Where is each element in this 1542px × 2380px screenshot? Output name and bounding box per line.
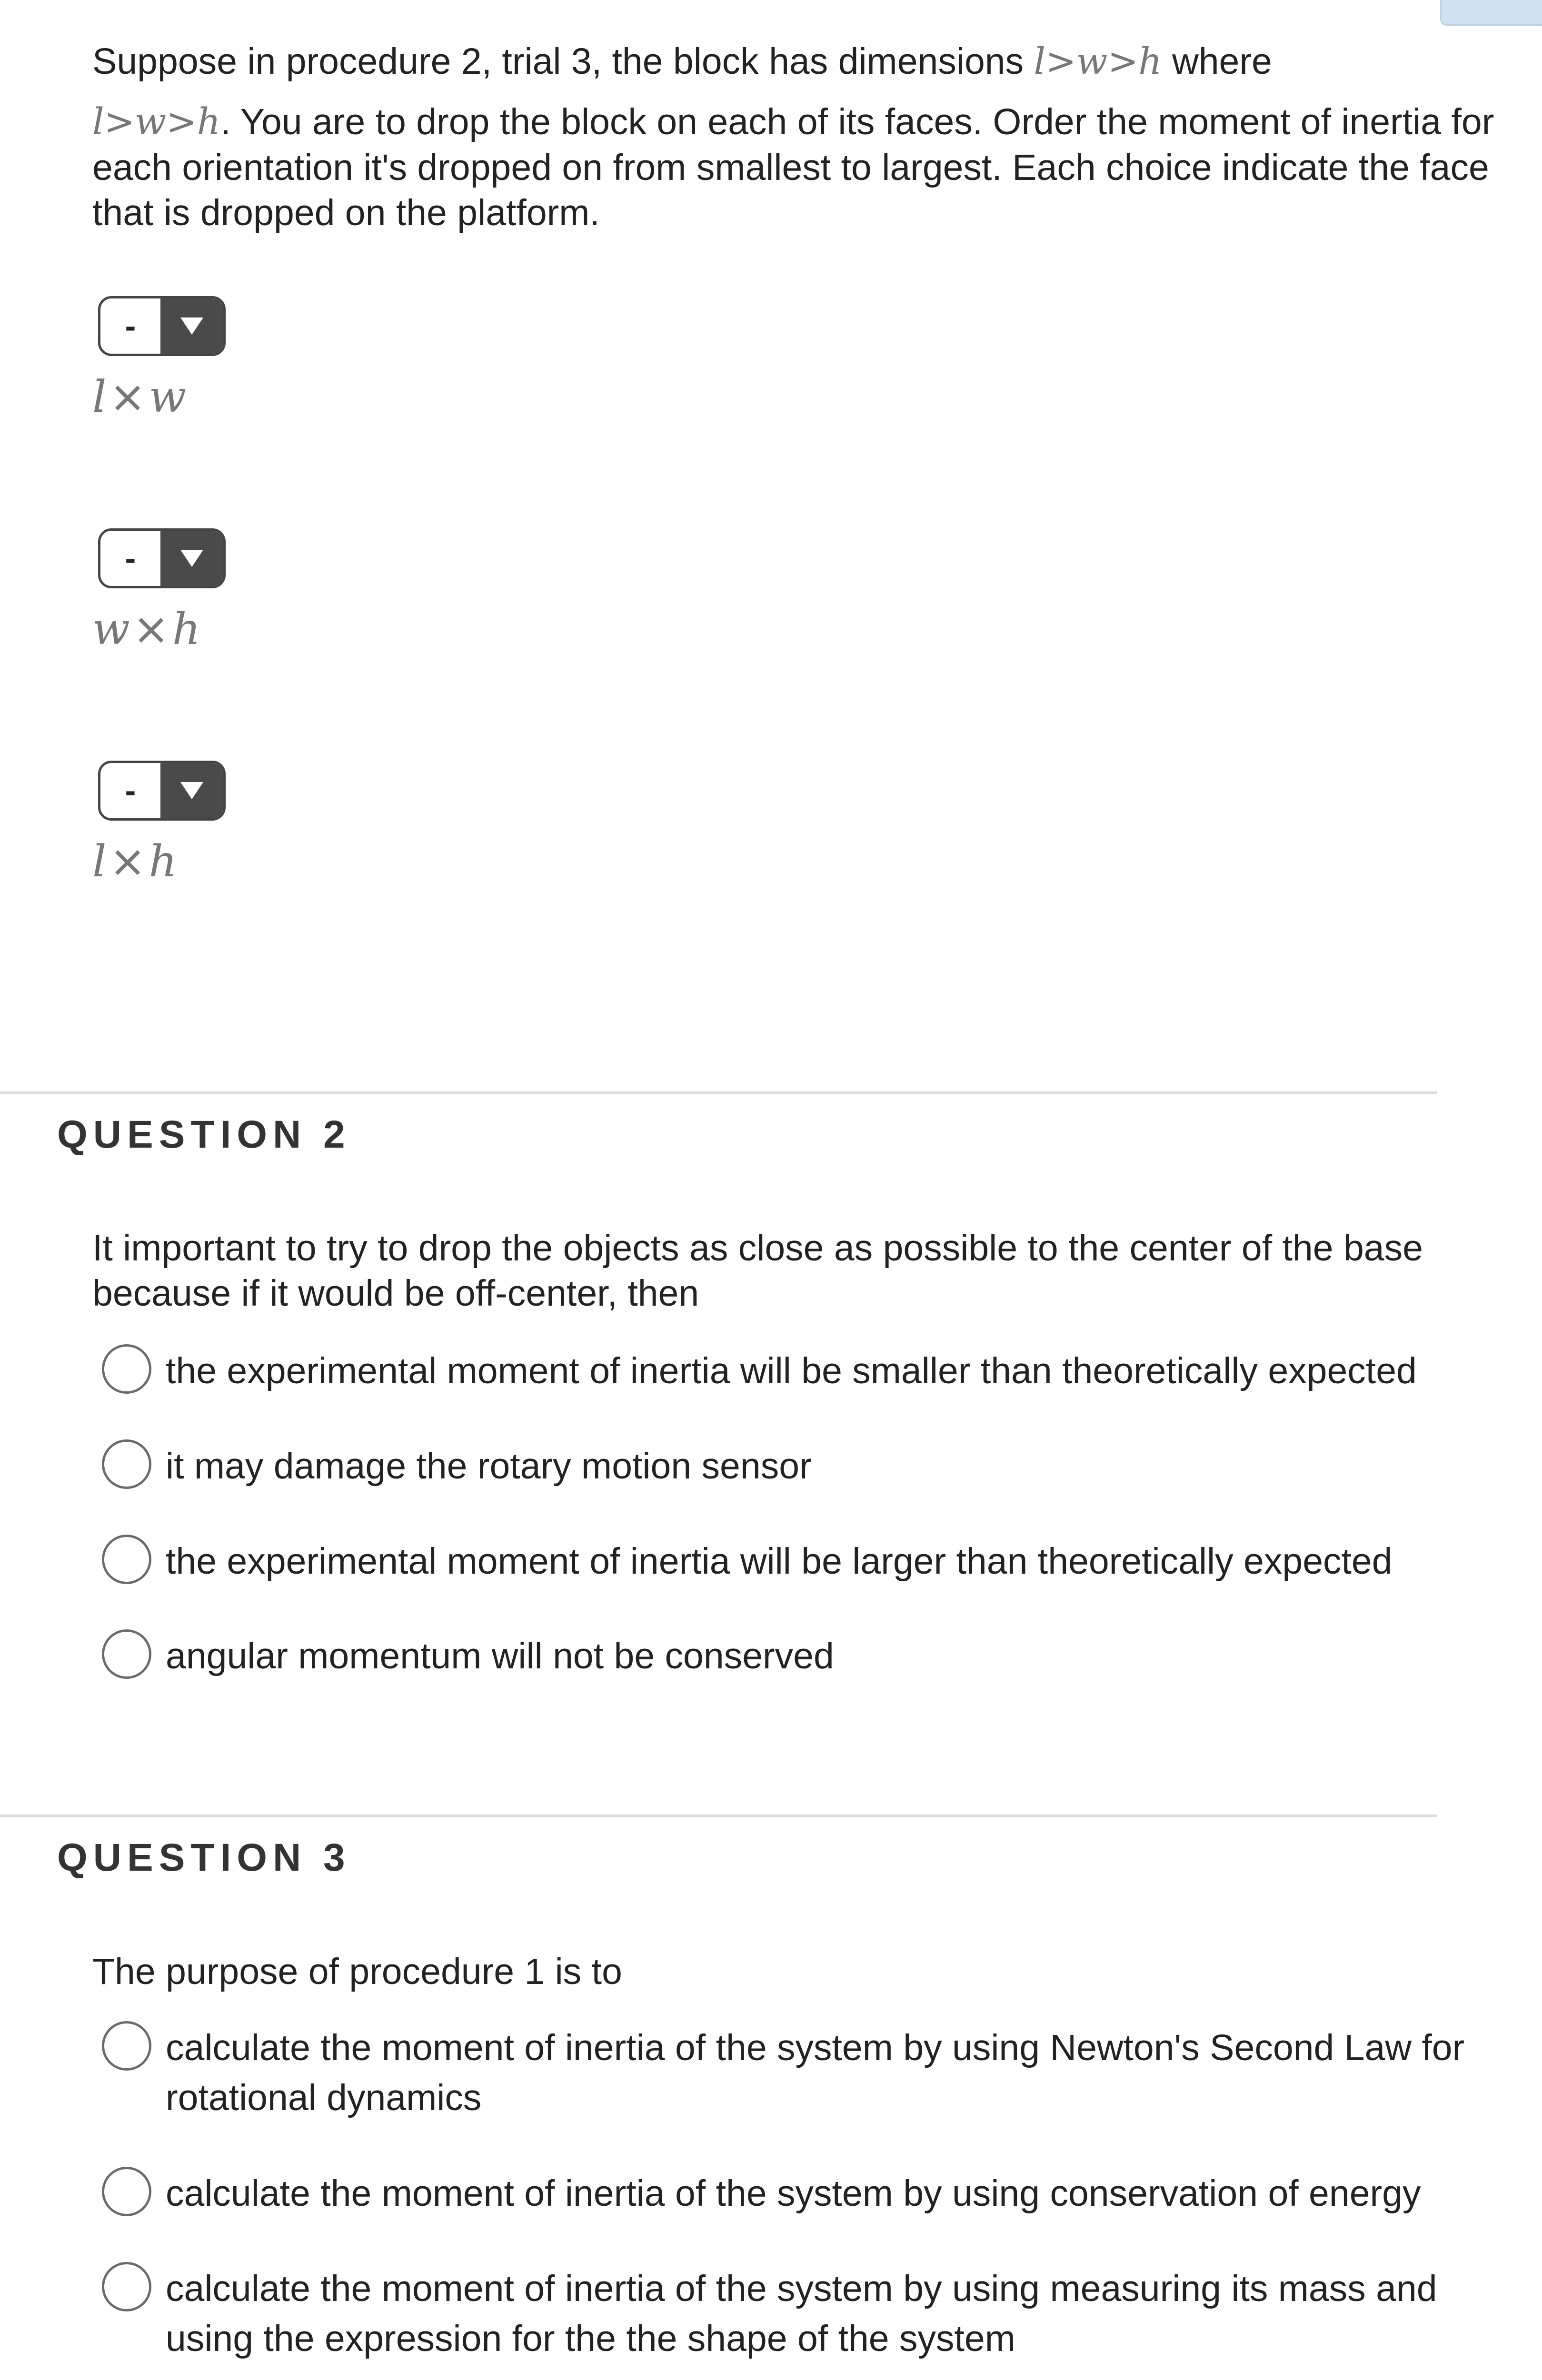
q2-option-1[interactable]: the experimental moment of inertia will be smaller than theoretically expected — [102, 1346, 1525, 1396]
chevron-down-icon — [160, 298, 223, 354]
q3-option-3[interactable]: calculate the moment of inertia of the system by using measuring its mass and using the expression for the the shape of the system — [102, 2264, 1525, 2363]
select-value: - — [125, 540, 136, 576]
chevron-down-icon — [160, 531, 223, 586]
question-2-heading: QUESTION 2 — [57, 1113, 351, 1156]
q2-prompt: It important to try to drop the objects as close as possible to the center of the base because if it would be off-center, then — [92, 1228, 1423, 1314]
q2-option-2[interactable]: it may damage the rotary motion sensor — [102, 1441, 1525, 1491]
q3-option-1[interactable]: calculate the moment of inertia of the system by using Newton's Second Law for rotational dynamics — [102, 2023, 1525, 2122]
corner-tab[interactable] — [1440, 0, 1542, 26]
q2-option-4[interactable]: angular momentum will not be conserved — [102, 1631, 1525, 1681]
section-divider — [0, 1815, 1437, 1817]
q3-prompt: The purpose of procedure 1 is to — [92, 1951, 622, 1992]
q1-prompt: Suppose in procedure 2, trial 3, the block has dimensions l>w>h where l>w>h. You are to drop the block on each of its faces. Order the moment of inertia for each orientation it's dropped on from smallest to largest. Each choice indicate the face that is dropped on the platform. — [92, 40, 1494, 234]
dimension-expr-2: l>w>h — [92, 101, 221, 144]
face-label-lxw: l×w — [92, 371, 187, 422]
radio-button[interactable] — [102, 1535, 151, 1584]
radio-button[interactable] — [102, 2167, 151, 2216]
order-select-2[interactable] — [98, 528, 226, 588]
radio-button[interactable] — [102, 1344, 151, 1394]
order-select-3[interactable] — [98, 761, 226, 821]
radio-button[interactable] — [102, 2262, 151, 2311]
face-label-lxh: l×h — [92, 836, 177, 887]
select-value: - — [125, 308, 136, 344]
question-3-heading: QUESTION 3 — [57, 1836, 351, 1879]
radio-button[interactable] — [102, 1439, 151, 1489]
q3-option-2[interactable]: calculate the moment of inertia of the system by using conservation of energy — [102, 2169, 1525, 2219]
dimension-expr-1: l>w>h — [1034, 40, 1162, 83]
chevron-down-icon — [160, 763, 223, 818]
select-value: - — [125, 773, 136, 809]
face-label-wxh: w×h — [92, 604, 201, 654]
section-divider — [0, 1091, 1437, 1094]
order-select-1[interactable] — [98, 296, 226, 356]
radio-button[interactable] — [102, 2021, 151, 2071]
radio-button[interactable] — [102, 1629, 151, 1679]
q2-option-3[interactable]: the experimental moment of inertia will be larger than theoretically expected — [102, 1537, 1525, 1587]
